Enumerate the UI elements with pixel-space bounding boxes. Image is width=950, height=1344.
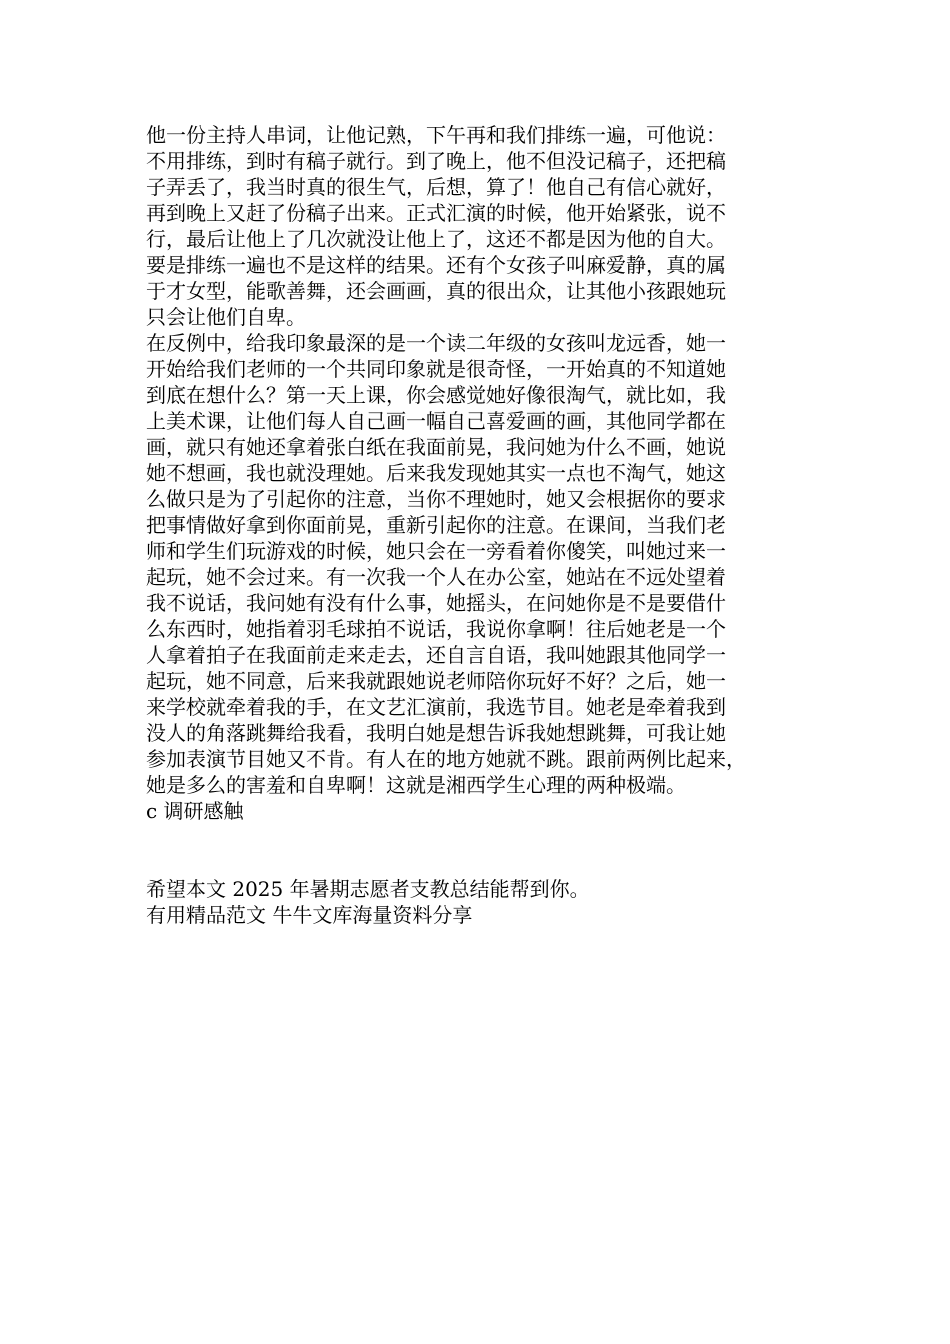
blank-spacer [146, 824, 816, 876]
text-line: 再到晚上又赶了份稿子出来。正式汇演的时候，他开始紧张，说不 [146, 201, 726, 225]
text-line: 开始给我们老师的一个共同印象就是很奇怪，一开始真的不知道她 [146, 357, 726, 381]
text-line: 参加表演节目她又不肯。有人在的地方她就不跳。跟前两例比起来， [146, 747, 746, 771]
text-line: 只会让他们自卑。 [146, 305, 306, 329]
text-line: 她是多么的害羞和自卑啊！这就是湘西学生心理的两种极端。 [146, 773, 686, 797]
text-line: 起玩，她不会过来。有一次我一个人在办公室，她站在不远处望着 [146, 565, 726, 589]
text-line: 到底在想什么？第一天上课，你会感觉她好像很淘气，就比如，我 [146, 383, 726, 407]
text-line: 师和学生们玩游戏的时候，她只会在一旁看着你傻笑，叫她过来一 [146, 539, 726, 563]
text-line: 来学校就牵着我的手，在文艺汇演前，我选节目。她老是牵着我到 [146, 695, 726, 719]
paragraph-2 [146, 330, 816, 798]
document-body [146, 122, 816, 928]
text-line: 不用排练，到时有稿子就行。到了晚上，他不但没记稿子，还把稿 [146, 149, 726, 173]
paragraph-1 [146, 122, 816, 330]
section-heading: c 调研感触 [146, 799, 244, 823]
text-line: 把事情做好拿到你面前晃，重新引起你的注意。在课间，当我们老 [146, 513, 726, 537]
closing-line: 希望本文 2025 年暑期志愿者支教总结能帮到你。 [146, 877, 590, 901]
text-line: 人拿着拍子在我面前走来走去，还自言自语，我叫她跟其他同学一 [146, 643, 726, 667]
text-line: 在反例中，给我印象最深的是一个读二年级的女孩叫龙远香，她一 [146, 331, 726, 355]
text-line: 要是排练一遍也不是这样的结果。还有个女孩子叫麻爱静，真的属 [146, 253, 726, 277]
text-line: 我不说话，我问她有没有什么事，她摇头，在问她你是不是要借什 [146, 591, 726, 615]
text-line: 起玩，她不同意，后来我就跟她说老师陪你玩好不好？之后，她一 [146, 669, 726, 693]
text-line: 么东西时，她指着羽毛球拍不说话，我说你拿啊！往后她老是一个 [146, 617, 726, 641]
text-line: 画，就只有她还拿着张白纸在我面前晃，我问她为什么不画，她说 [146, 435, 726, 459]
text-line: 他一份主持人串词，让他记熟，下午再和我们排练一遍，可他说： [146, 123, 726, 147]
text-line: 子弄丢了，我当时真的很生气，后想，算了！他自己有信心就好， [146, 175, 726, 199]
text-line: 没人的角落跳舞给我看，我明白她是想告诉我她想跳舞，可我让她 [146, 721, 726, 745]
text-line: 于才女型，能歌善舞，还会画画，真的很出众，让其他小孩跟她玩 [146, 279, 726, 303]
text-line: 行，最后让他上了几次就没让他上了，这还不都是因为他的自大。 [146, 227, 726, 251]
footer-line: 有用精品范文 牛牛文库海量资料分享 [146, 903, 473, 927]
text-line: 上美术课，让他们每人自己画一幅自己喜爱画的画，其他同学都在 [146, 409, 726, 433]
text-line: 么做只是为了引起你的注意，当你不理她时，她又会根据你的要求 [146, 487, 726, 511]
text-line: 她不想画，我也就没理她。后来我发现她其实一点也不淘气，她这 [146, 461, 726, 485]
